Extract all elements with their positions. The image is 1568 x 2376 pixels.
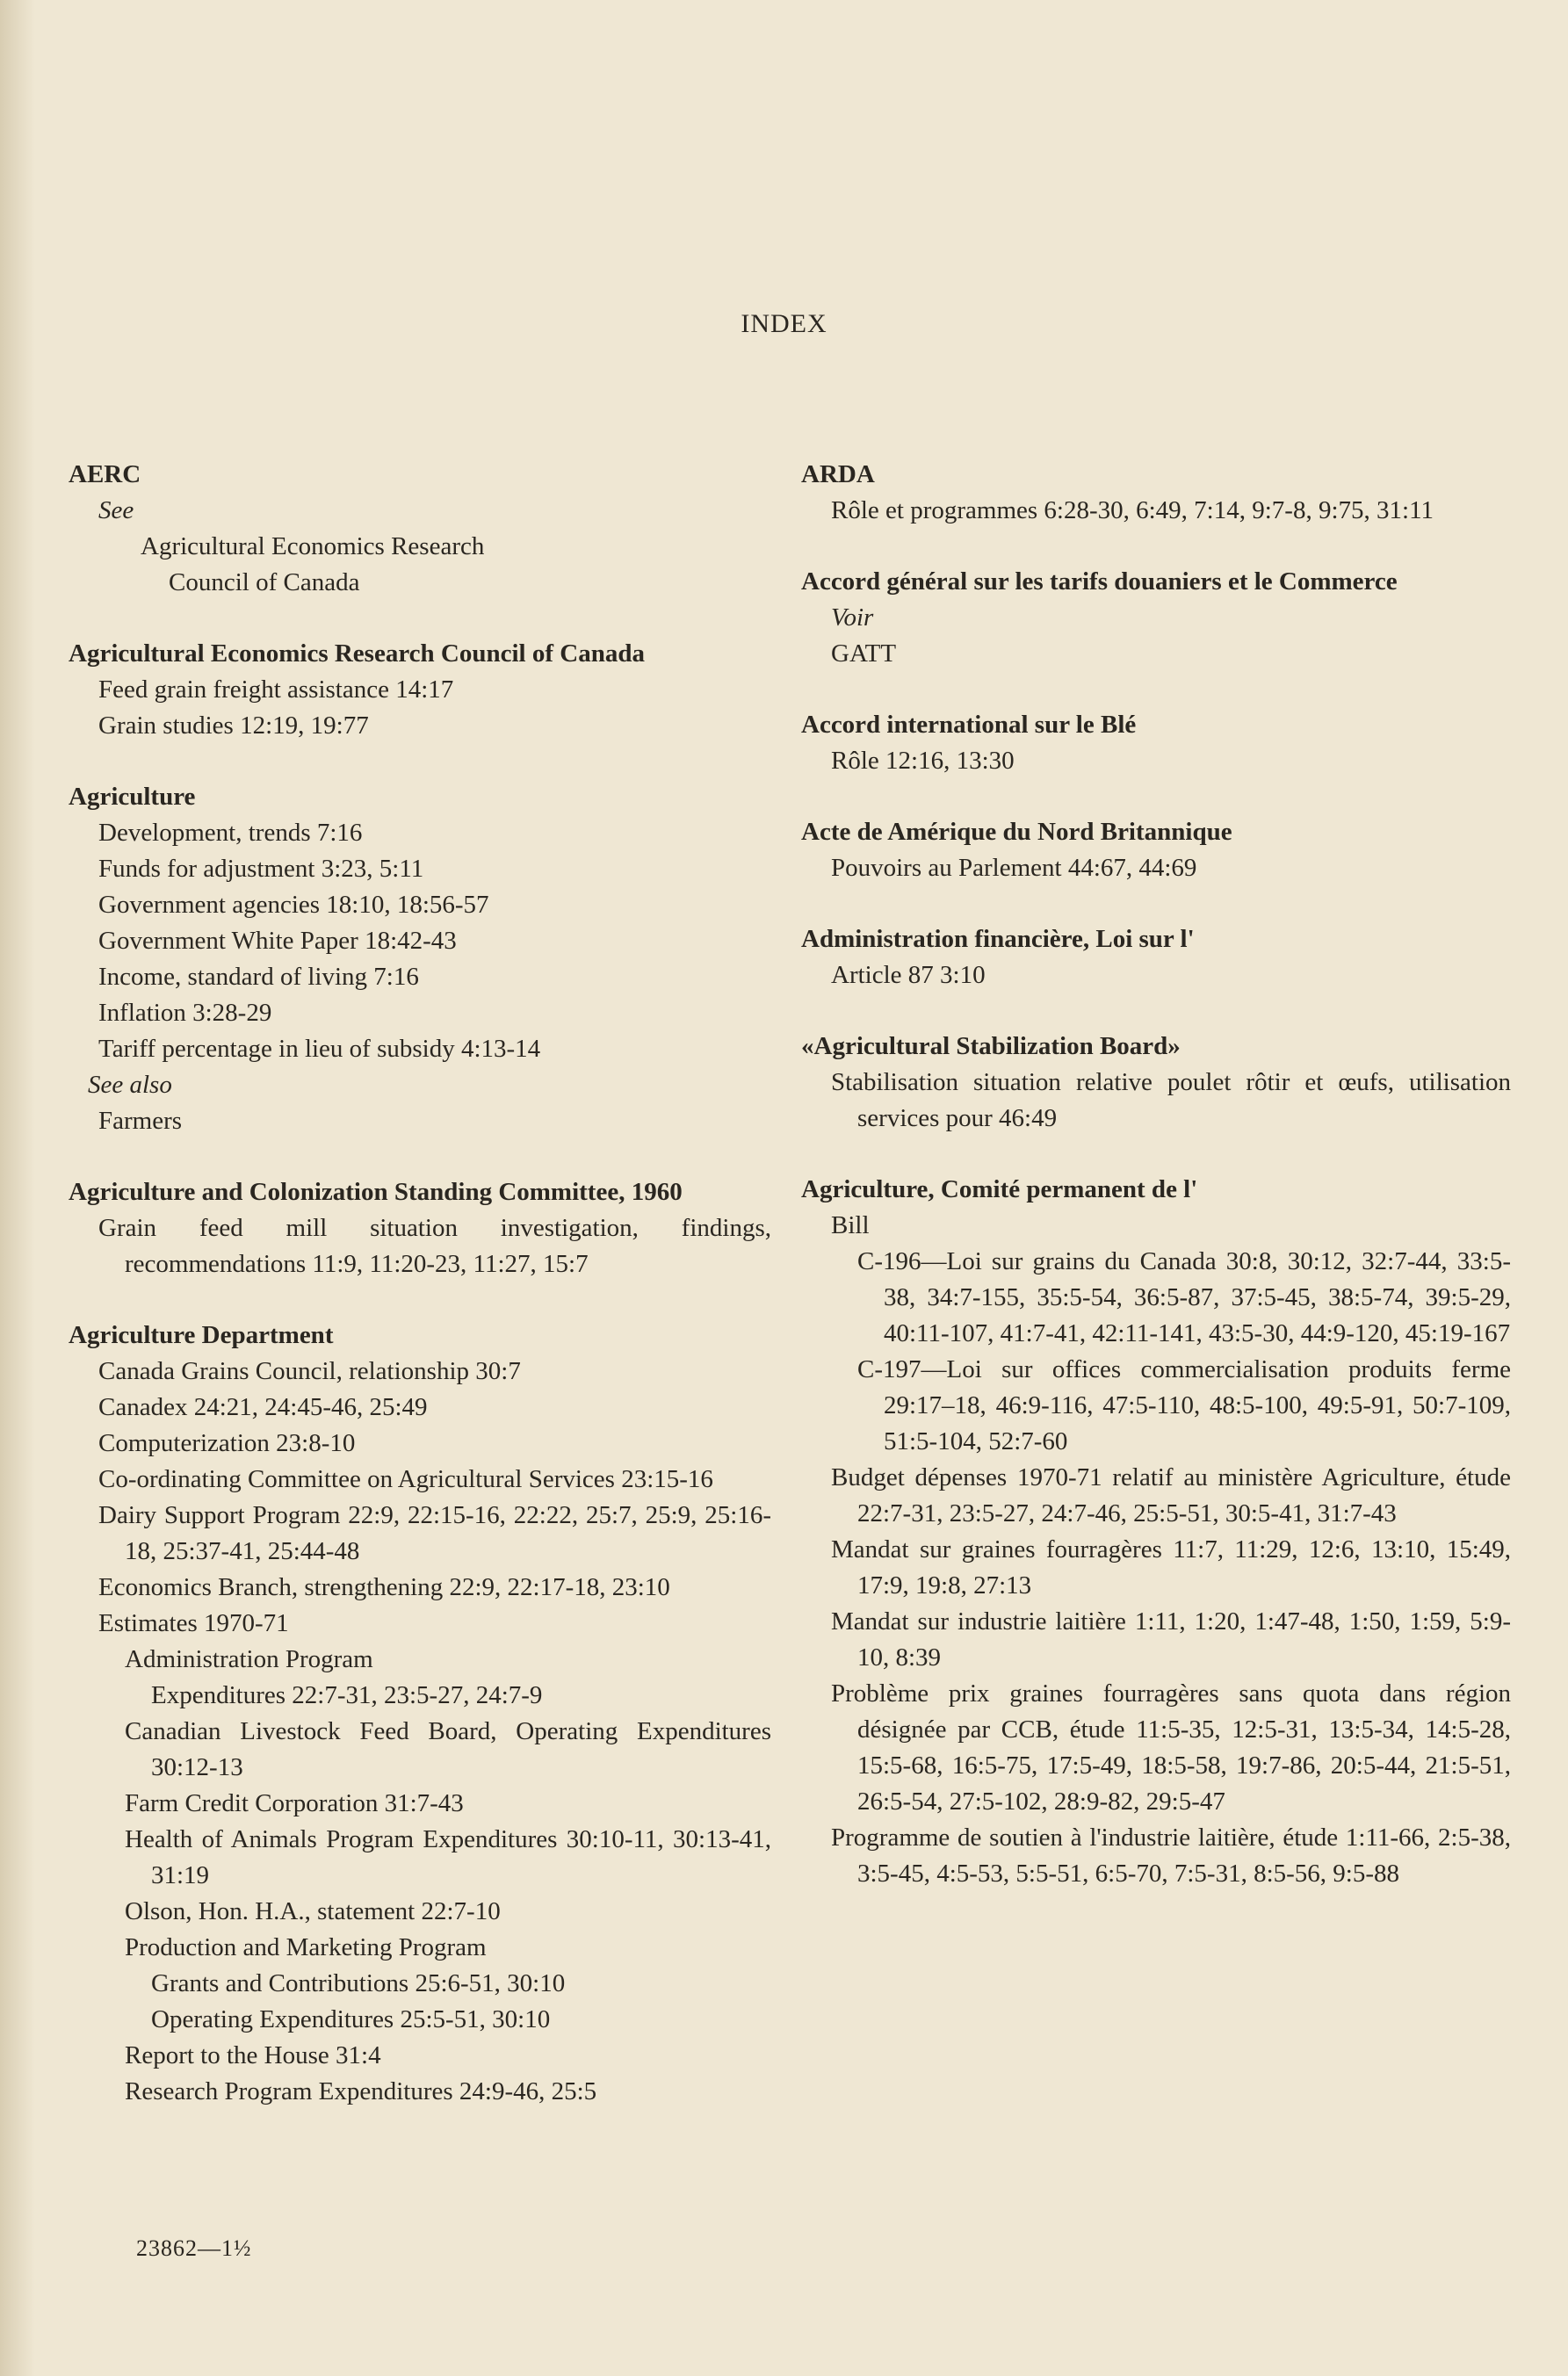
subentry: Estimates 1970-71 — [98, 1609, 289, 1637]
entry-heading: Agriculture — [69, 783, 196, 811]
estimates-subentry: Expenditures 22:7-31, 23:5-27, 24:7-9 — [151, 1681, 543, 1709]
see-reference: Voir — [831, 603, 874, 632]
subentry: Mandat sur industrie laitière 1:11, 1:20, 1:47-48, 1:50, 1:59, 5:9-10, 8:39 — [831, 1607, 1511, 1672]
subentry: Rôle et programmes 6:28-30, 6:49, 7:14, 9:7-8, 9:75, 31:11 — [831, 496, 1434, 524]
entry-britannique — [801, 814, 1511, 886]
estimates-subentry: Health of Animals Program Expenditures 30:10-11, 30:13-41, 31:19 — [125, 1825, 771, 1889]
estimates-subentry: Olson, Hon. H.A., statement 22:7-10 — [125, 1897, 501, 1925]
subentry: Canadex 24:21, 24:45-46, 25:49 — [98, 1393, 428, 1421]
entry-gatt — [801, 564, 1511, 672]
estimates-subentry: Canadian Livestock Feed Board, Operating Expenditures 30:12-13 — [125, 1717, 771, 1781]
entry-heading: ARDA — [801, 460, 875, 488]
bill-subentry: C-196—Loi sur grains du Canada 30:8, 30:12, 32:7-44, 33:5-38, 34:7-155, 35:5-54, 36:5-87, 37:5-45, 38:5-74, 39:5-29, 40:11-107, 41:7-41, 42:11-141, 43:5-30, 44:9-120, 45:19-167 — [857, 1247, 1511, 1347]
entry-heading: Agricultural Economics Research Council of Canada — [69, 639, 645, 668]
subentry: Computerization 23:8-10 — [98, 1429, 356, 1457]
entry-aerc — [69, 457, 771, 601]
entry-arda — [801, 457, 1511, 529]
subentry: Budget dépenses 1970-71 relatif au ministère Agriculture, étude 22:7-31, 23:5-27, 24:7-46, 25:5-51, 30:5-41, 31:7-43 — [831, 1463, 1511, 1527]
entry-comite-permanent — [801, 1172, 1511, 1892]
entry-aerc-council — [69, 636, 771, 744]
see-target: Agricultural Economics Research — [141, 532, 485, 560]
subentry: Problème prix graines fourragères sans quota dans région désignée par CCB, étude 11:5-35, 12:5-31, 13:5-34, 14:5-28, 15:5-68, 16:5-75, 17:5-49, 18:5-58, 19:7-86, 20:5-44, 21:5-51, 26:5-54, 27:5-102, 28:9-82, 29:5-47 — [831, 1679, 1511, 1816]
see-reference: See — [98, 496, 134, 524]
estimates-subentry: Operating Expenditures 25:5-51, 30:10 — [151, 2005, 551, 2033]
left-column — [69, 457, 771, 2145]
page-footer-signature: 23862—1½ — [136, 2235, 252, 2261]
entry-financiere — [801, 921, 1511, 993]
estimates-subentry: Farm Credit Corporation 31:7-43 — [125, 1789, 464, 1817]
subentry: Government White Paper 18:42-43 — [98, 927, 457, 955]
entry-heading: Accord international sur le Blé — [801, 711, 1137, 739]
subentry: Rôle 12:16, 13:30 — [831, 747, 1015, 775]
see-also-target: Farmers — [98, 1107, 183, 1135]
subentry: Stabilisation situation relative poulet rôtir et œufs, utilisation services pour 46:49 — [831, 1068, 1511, 1132]
entry-heading: Agriculture, Comité permanent de l' — [801, 1175, 1198, 1203]
subentry: Dairy Support Program 22:9, 22:15-16, 22:22, 25:7, 25:9, 25:16-18, 25:37-41, 25:44-48 — [98, 1501, 771, 1565]
subentry: Pouvoirs au Parlement 44:67, 44:69 — [831, 854, 1197, 882]
subentry: Income, standard of living 7:16 — [98, 963, 419, 991]
subentry: Programme de soutien à l'industrie laitière, étude 1:11-66, 2:5-38, 3:5-45, 4:5-53, 5:5-51, 6:5-70, 7:5-31, 8:5-56, 9:5-88 — [831, 1824, 1511, 1888]
subentry: Government agencies 18:10, 18:56-57 — [98, 891, 489, 919]
subentry: Economics Branch, strengthening 22:9, 22:17-18, 23:10 — [98, 1573, 670, 1601]
subentry: Feed grain freight assistance 14:17 — [98, 675, 454, 704]
entry-agriculture-department — [69, 1318, 771, 2110]
entry-agriculture — [69, 779, 771, 1139]
see-target: GATT — [831, 639, 897, 668]
entry-heading: Acte de Amérique du Nord Britannique — [801, 818, 1232, 846]
subentry: Bill — [831, 1211, 870, 1239]
entry-heading: Administration financière, Loi sur l' — [801, 925, 1195, 953]
subentry: Grain studies 12:19, 19:77 — [98, 711, 369, 740]
entry-ble — [801, 707, 1511, 779]
page-spine-shadow — [0, 0, 35, 2376]
subentry: Tariff percentage in lieu of subsidy 4:13-14 — [98, 1035, 541, 1063]
estimates-subentry: Grants and Contributions 25:6-51, 30:10 — [151, 1969, 566, 1997]
entry-heading: AERC — [69, 460, 141, 488]
see-target: Council of Canada — [169, 568, 360, 596]
subentry: Development, trends 7:16 — [98, 819, 363, 847]
entry-heading: Accord général sur les tarifs douaniers et le Commerce — [801, 567, 1398, 596]
subentry: Article 87 3:10 — [831, 961, 986, 989]
subentry: Grain feed mill situation investigation, findings, recommendations 11:9, 11:20-23, 11:27, 15:7 — [98, 1214, 771, 1278]
entry-stabilization-board — [801, 1029, 1511, 1137]
estimates-subentry: Research Program Expenditures 24:9-46, 25:5 — [125, 2077, 597, 2105]
index-title: INDEX — [741, 309, 827, 338]
subentry: Inflation 3:28-29 — [98, 999, 272, 1027]
entry-colonization-committee — [69, 1174, 771, 1282]
see-also-reference: See also — [88, 1071, 172, 1099]
estimates-subentry: Report to the House 31:4 — [125, 2041, 381, 2069]
entry-heading: «Agricultural Stabilization Board» — [801, 1032, 1181, 1060]
right-column — [801, 457, 1511, 1927]
estimates-subentry: Production and Marketing Program — [125, 1933, 487, 1961]
estimates-subentry: Administration Program — [125, 1645, 373, 1673]
entry-heading: Agriculture and Colonization Standing Committee, 1960 — [69, 1178, 683, 1206]
subentry: Mandat sur graines fourragères 11:7, 11:29, 12:6, 13:10, 15:49, 17:9, 19:8, 27:13 — [831, 1535, 1511, 1600]
subentry: Funds for adjustment 3:23, 5:11 — [98, 855, 424, 883]
entry-heading: Agriculture Department — [69, 1321, 334, 1349]
bill-subentry: C-197—Loi sur offices commercialisation produits ferme 29:17–18, 46:9-116, 47:5-110, 48:5-100, 49:5-91, 50:7-109, 51:5-104, 52:7-60 — [857, 1355, 1511, 1455]
subentry: Canada Grains Council, relationship 30:7 — [98, 1357, 521, 1385]
subentry: Co-ordinating Committee on Agricultural Services 23:15-16 — [98, 1465, 713, 1493]
